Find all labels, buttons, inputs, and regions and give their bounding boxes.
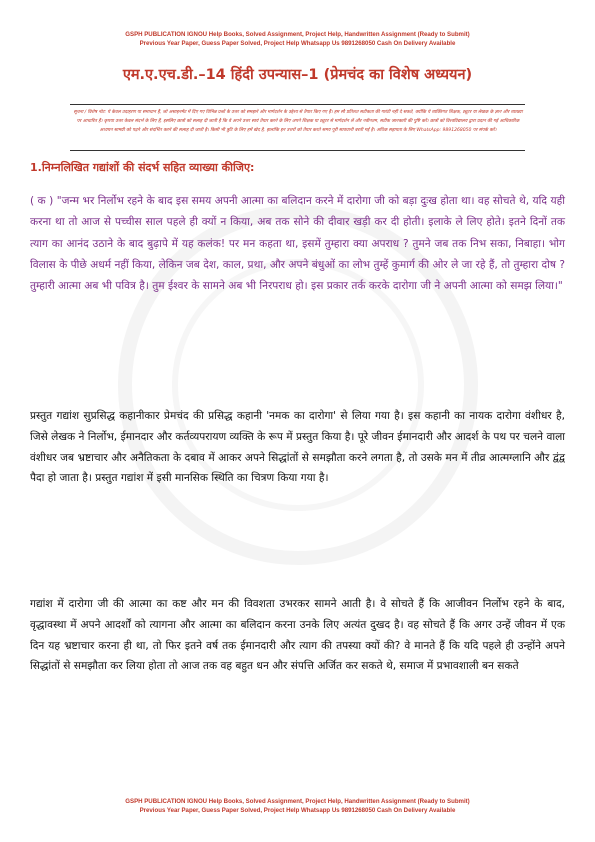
notice-text: सूचना / विशेष नोट: ये केवल उदाहरण या समाधान हैं, जो असाइनमेंट में दिए गए विभिन्न प्रश्नों के उत्तर को समझने और मार्गदर्शन के उद्देश्य से तैयार किए गए हैं। हम सौ प्रतिशत सटीकता की गारंटी नहीं दे सकते, क्योंकि ये व्यक्तिगत शिक्षक, ट्यूटर या लेखक के ज्ञान और व्याख्या पर आधारित हैं। कृपया उत्तर केवल संदर्भ के लिए हैं, इसलिए छात्रों को सलाह दी जाती है कि वे अपने उत्तर स्वयं तैयार करने के लिए अपने शिक्षक या ट्यूटर से मार्गदर्शन लें और नवीनतम, सटीक जानकारी की पुष्टि करें। छात्रों को विश्वविद्यालय द्वारा प्रदान की गई आधिकारिक अध्ययन सामग्री को पढ़ने और संदर्भित करने की सलाह दी जाती है। किसी भी त्रुटि के लिए हमें खेद है, हालांकि इन उत्तरों को तैयार करते समय पूरी सावधानी बरती गई है। अधिक सहायता के लिए WhatsApp: 9891268050 पर संपर्क करें। (73, 110, 523, 134)
explanation-paragraph-1: प्रस्तुत गद्यांश सुप्रसिद्ध कहानीकार प्रेमचंद की प्रसिद्ध कहानी 'नमक का दारोगा' से लिया गया है। इस कहानी का नायक दारोगा वंशीधर है, जिसे लेखक ने निर्लोभ, ईमानदार और कर्तव्यपरायण व्यक्ति के रूप में प्रस्तुत किया है। पूरे जीवन ईमानदारी और आदर्श के पथ पर चलने वाला वंशीधर जब भ्रष्टाचार और अनैतिकता के दबाव में आकर अपने सिद्धांतों से समझौता करने लगता है, तो उसके मन में तीव्र आत्मग्लानि और द्वंद्व पैदा हो जाता है। प्रस्तुत गद्यांश में इसी मानसिक स्थिति का चित्रण किया गया है। (30, 410, 565, 485)
question-heading: 1.निम्नलिखित गद्यांशों की संदर्भ सहित व्याख्या कीजिए: (30, 161, 255, 174)
notice-top-rule (70, 104, 525, 105)
notice-bottom-rule (70, 150, 525, 151)
footer-line-2: Previous Year Paper, Guess Paper Solved, Project Help Whatsapp Us 9891268050 Cash On Delivery Available (139, 807, 456, 814)
header-banner (0, 30, 595, 48)
explanation-paragraph-2: गद्यांश में दारोगा जी की आत्मा का कष्ट और मन की विवशता उभरकर सामने आती है। वे सोचते हैं कि आजीवन निर्लोभ रहने के बाद, वृद्धावस्था में अपने आदर्शों को त्यागना और आत्मा का बलिदान करना उनके लिए अत्यंत दुखद है। वह सोचते हैं कि अगर उन्हें जीवन में एक दिन यह भ्रष्टाचार करना ही था, तो फिर इतने वर्ष तक ईमानदारी और त्याग की तपस्या क्यों की? वे मानते हैं कि यदि पहले ही उन्होंने अपने सिद्धांतों से समझौता कर लिया होता तो आज तक वह बहुत धन और संपत्ति अर्जित कर सकते थे, समाज में प्रभावशाली बन सकते (30, 598, 565, 673)
quoted-passage: ( क ) "जन्म भर निर्लोभ रहने के बाद इस समय अपनी आत्मा का बलिदान करने में दारोगा जी को बड़ा दुःख होता था। वह सोचते थे, यदि यही करना था तो आज से पच्चीस साल पहले ही क्यों न किया, अब तक सोने की दीवार खड़ी कर दी होती। इलाके ले लिए होते। इतने दिनों तक त्याग का आनंद उठाने के बाद बुढ़ापे में यह कलंक! पर मन कहता था, इसमें तुम्हारा क्या अपराध ? तुमने जब तक निभ सका, निबाहा। भोग विलास के पीछे अधर्म नहीं किया, लेकिन जब देश, काल, प्रथा, और अपने बंधुओं का लोभ तुम्हें कुमार्ग की ओर ले जा रहे हैं, तो तुम्हारा दोष ? तुम्हारी आत्मा अब भी पवित्र है। तुम ईश्वर के सामने अब भी निरपराध हो। इस प्रकार तर्क करके दारोगा जी ने अपनी आत्मा को समझ लिया।" (30, 195, 565, 293)
footer-banner (0, 797, 595, 815)
header-line-1: GSPH PUBLICATION IGNOU Help Books, Solved Assignment, Project Help, Handwritten Assignment (Ready to Submit) (125, 31, 470, 38)
header-line-2: Previous Year Paper, Guess Paper Solved, Project Help Whatsapp Us 9891268050 Cash On Delivery Available (139, 40, 456, 47)
page-title: एम.ए.एच.डी.–14 हिंदी उपन्यास–1 (प्रेमचंद का विशेष अध्ययन) (122, 67, 473, 83)
footer-line-1: GSPH PUBLICATION IGNOU Help Books, Solved Assignment, Project Help, Handwritten Assignment (Ready to Submit) (125, 798, 470, 805)
